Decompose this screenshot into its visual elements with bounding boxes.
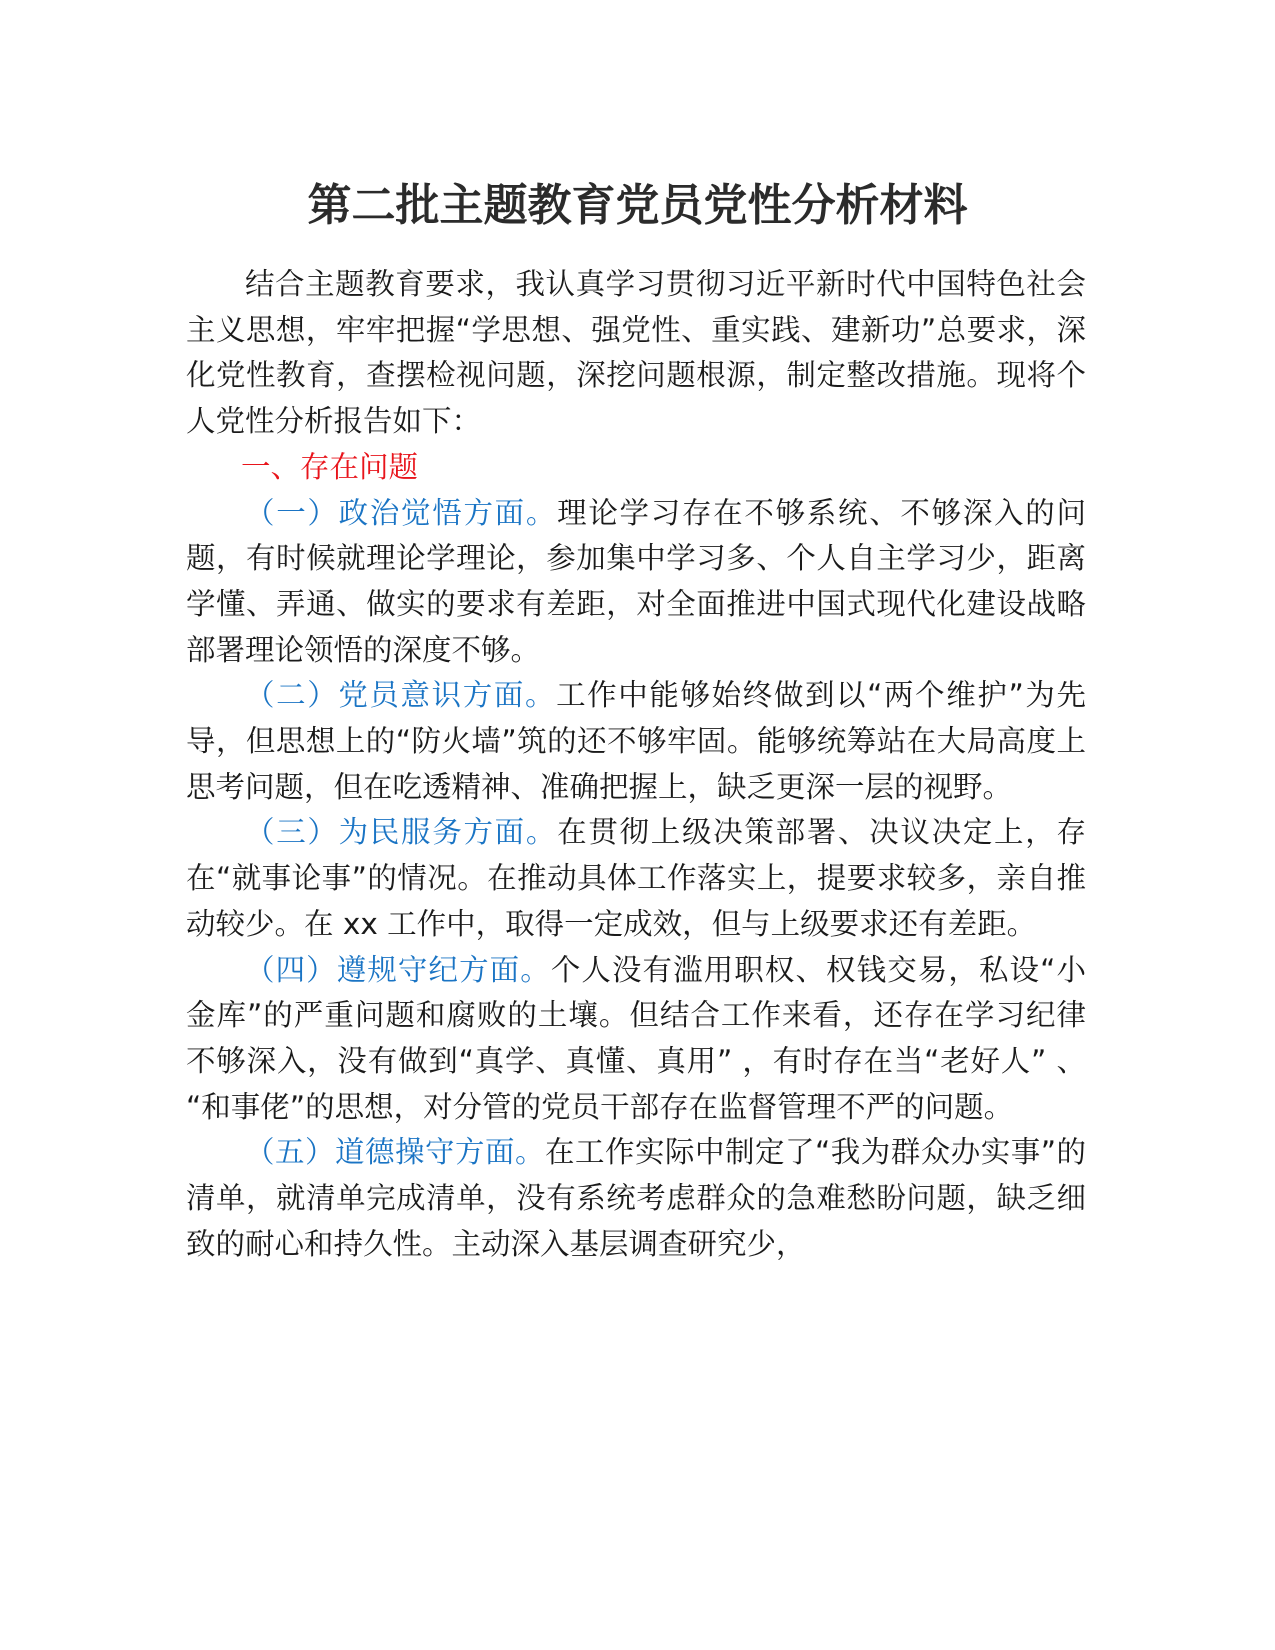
item-paragraph-ethics bbox=[186, 1130, 1086, 1267]
item-text: 个人没有滥用职权、权钱交易，私设“小金库”的严重问题和腐败的土壤。但结合工作来看，还存在学习纪律不够深入，没有做到“真学、真懂、真用” ，有时存在当“老好人” 、 “和事佬”的思想，对分管的党员干部存在监督管理不严的问题。 bbox=[186, 952, 1086, 1124]
item-heading: （二）党员意识方面。 bbox=[245, 678, 557, 713]
item-text: 在贯彻上级决策部署、决议决定上，存在“就事论事”的情况。在推动具体工作落实上，提要求较多，亲自推动较少。在 xx 工作中，取得一定成效，但与上级要求还有差距。 bbox=[186, 815, 1086, 941]
item-paragraph-public-service bbox=[186, 810, 1086, 947]
item-paragraph-political bbox=[186, 491, 1086, 674]
document-body bbox=[186, 262, 1086, 1267]
item-text: 工作中能够始终做到以“两个维护”为先导，但思想上的“防火墙”筑的还不够牢固。能够统筹站在大局高度上思考问题，但在吃透精神、准确把握上，缺乏更深一层的视野。 bbox=[186, 678, 1086, 804]
section-heading-problems: 一、存在问题 bbox=[241, 449, 419, 484]
item-heading: （四）遵规守纪方面。 bbox=[245, 952, 551, 987]
intro-paragraph: 结合主题教育要求，我认真学习贯彻习近平新时代中国特色社会主义思想，牢牢把握“学思想、强党性、重实践、建新功”总要求，深化党性教育，查摆检视问题，深挖问题根源，制定整改措施。现将个人党性分析报告如下： bbox=[186, 267, 1086, 439]
item-heading: （五）道德操守方面。 bbox=[245, 1135, 545, 1170]
item-heading: （一）政治觉悟方面。 bbox=[245, 495, 558, 530]
item-heading: （三）为民服务方面。 bbox=[245, 815, 558, 850]
item-text: 理论学习存在不够系统、不够深入的问题，有时候就理论学理论，参加集中学习多、个人自主学习少，距离学懂、弄通、做实的要求有差距，对全面推进中国式现代化建设战略部署理论领悟的深度不够。 bbox=[186, 495, 1086, 667]
document-title: 第二批主题教育党员党性分析材料 bbox=[307, 180, 968, 231]
item-paragraph-discipline bbox=[186, 948, 1086, 1131]
item-text: 在工作实际中制定了“我为群众办实事”的清单，就清单完成清单，没有系统考虑群众的急难愁盼问题，缺乏细致的耐心和持久性。主动深入基层调查研究少， bbox=[186, 1135, 1086, 1261]
item-paragraph-party-awareness bbox=[186, 673, 1086, 810]
